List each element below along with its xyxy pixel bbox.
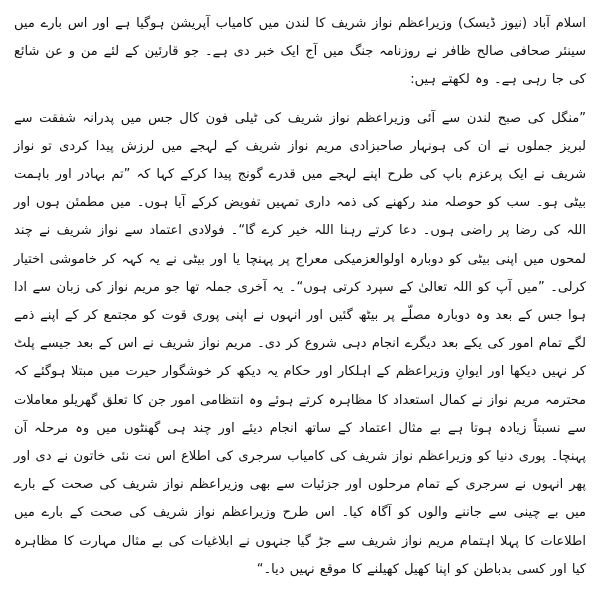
article-intro-paragraph: اسلام آباد (نیوز ڈیسک) وزیراعظم نواز شریف کا لندن میں کامیاب آپریشن ہوگیا ہے اور اس بارے میں سینئر صحافی صالح ظافر نے روزنامہ جنگ میں آج ایک خبر دی ہے۔ جو قارئین کے لئے من و عن شائع کی جا رہی ہے۔ وہ لکھتے ہیں: [14, 16, 586, 88]
article-body-paragraph: ”منگل کی صبح لندن سے آئی وزیراعظم نواز شریف کی ٹیلی فون کال جس میں پدرانہ شفقت سے لبریز جملوں نے ان کی ہونہار صاحبزادی مریم نواز شریف کے لہجے میں لرزش پیدا کردی تو نواز شریف نے ایک پرعزم باپ کی طرح اپنے لہجے میں قدرے گونج پیدا کرکے کہا کہ ”تم بہادر اور باہمت بیٹی ہو۔ سب کو حوصلہ مند رکھنے کی ذمہ داری تمہیں تفویض کرکے آیا ہوں۔ میں مطمئن ہوں اور اللہ کی رضا پر راضی ہوں۔ دعا کرتے رہنا اللہ خیر کرے گا“۔ فولادی اعتماد سے نواز شریف نے چند لمحوں میں اپنی بیٹی کو دوبارہ اولوالعزمیکی معراج پر پہنچا یا اور بیٹی نے یہ کہہ کر خاموشی اختیار کرلی۔ ”میں آپ کو اللہ تعالیٰ کے سپرد کرتی ہوں“۔ یہ آخری جملہ تھا جو مریم نواز کی زبان سے ادا ہوا جس کے بعد وہ دوبارہ مصلّے پر بیٹھ گئیں اور انہوں نے اپنی پوری قوت کو مجتمع کر کے اپنے ذمے لگے تمام امور کی یکے بعد دیگرے انجام دہی شروع کر دی۔ مریم نواز شریف نے اس کے بعد جیسے پلٹ کر نہیں دیکھا اور ایوانِ وزیراعظم کے اہلکار اور حکام یہ دیکھ کر خوشگوار حیرت میں مبتلا ہوگئے کہ محترمہ مریم نواز نے کمال استعداد کا مظاہرہ کرتے ہوئے وہ انتظامی امور جن کا تعلق گھریلو معاملات سے نسبتاً زیادہ ہوتا ہے بے مثال اعتماد کے ساتھ انجام دیئے اور چند ہی گھنٹوں میں وہ مرحلہ آن پہنچا۔ پوری دنیا کو وزیراعظم نواز شریف کی کامیاب سرجری کی اطلاع اس نت نئی خاتون نے دی اور پھر انہوں نے سرجری کے تمام مرحلوں اور جزئیات سے بھی وزیراعظم نواز شریف کی صحت کے بارے میں بے چینی سے جاننے والوں کو آگاہ کیا۔ اس طرح وزیراعظم نواز شریف کی صحت کے بارے میں اطلاعات کا پہلا اہتمام مریم نواز شریف سے جڑ گیا جنہوں نے ابلاغیات کی بے مثال مہارت کا مظاہرہ کیا اور کسی بدباطن کو اپنا کھیل کھیلنے کا موقع نہیں دیا۔“ [14, 110, 586, 577]
news-article [14, 10, 586, 590]
